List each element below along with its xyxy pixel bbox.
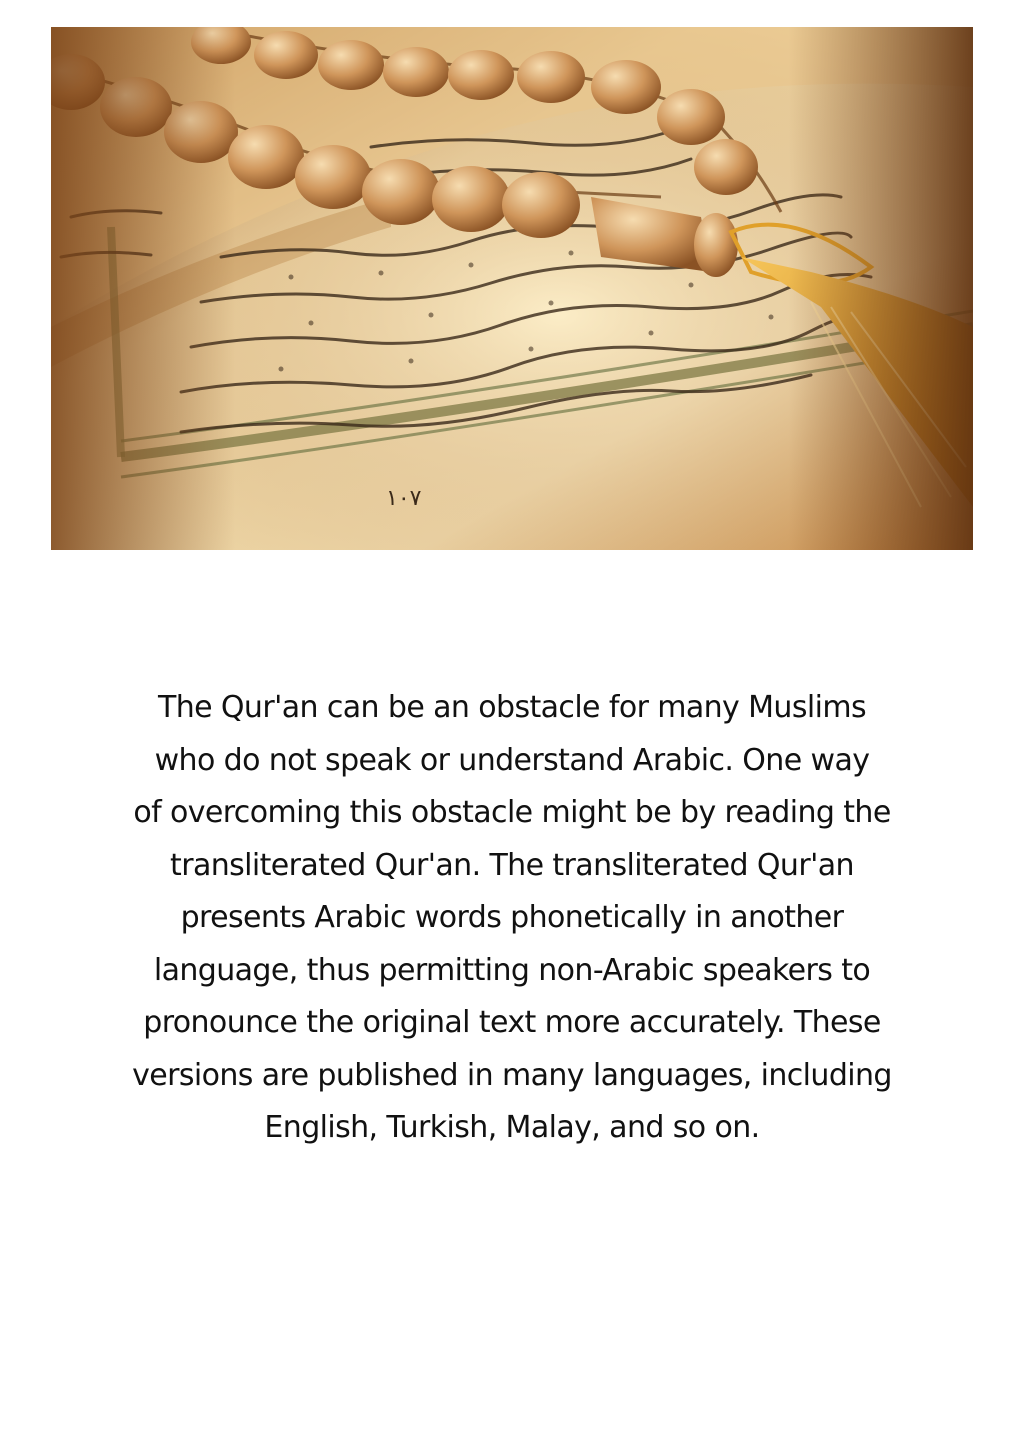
paragraph-line: who do not speak or understand Arabic. One way [154,742,870,778]
paragraph-line: English, Turkish, Malay, and so on. [264,1110,760,1145]
paragraph-line: transliterated Qur'an. The transliterated Qur'an [170,847,854,883]
paragraph-line: The Qur'an can be an obstacle for many Muslims [157,690,866,725]
paragraph-line: presents Arabic words phonetically in another [180,900,844,935]
paragraph-line: language, thus permitting non-Arabic speakers to [153,952,871,988]
description-paragraph [72,682,952,1155]
quran-prayer-beads-photo [51,27,973,550]
paragraph-line: of overcoming this obstacle might be by reading the [133,795,891,830]
paragraph-line: pronounce the original text more accurately. These [143,1005,881,1040]
paragraph-line: versions are published in many languages, including [132,1057,892,1093]
